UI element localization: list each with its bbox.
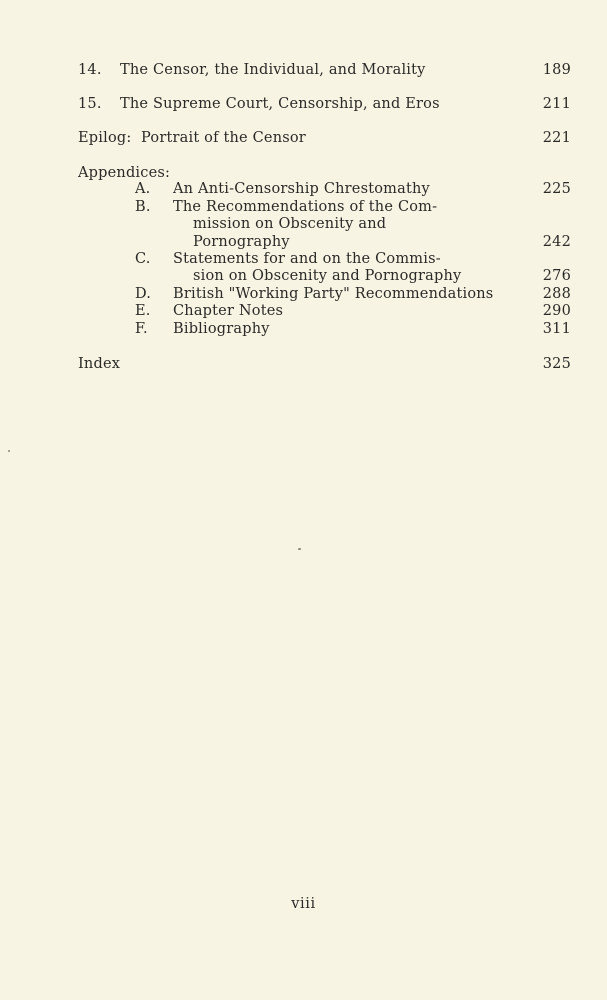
appendix-letter: C. bbox=[135, 251, 151, 267]
appendix-letter: F. bbox=[135, 321, 148, 337]
page-number: 225 bbox=[542, 181, 571, 197]
toc-entry-chapter-14 bbox=[78, 61, 571, 79]
page-number: 288 bbox=[542, 286, 571, 302]
appendix-title-line: The Recommendations of the Com- bbox=[173, 199, 438, 215]
page-number: 325 bbox=[542, 356, 571, 372]
appendix-title-line: Bibliography bbox=[173, 321, 270, 337]
appendix-entry-a bbox=[135, 181, 571, 198]
appendix-title bbox=[173, 303, 571, 320]
appendix-title-line: British "Working Party" Recommendations bbox=[173, 286, 494, 302]
chapter-title: The Censor, the Individual, and Morality bbox=[120, 62, 426, 78]
page-number: 221 bbox=[542, 130, 571, 146]
appendix-title-line: Statements for and on the Commis- bbox=[173, 251, 441, 267]
appendix-title bbox=[173, 286, 571, 303]
appendix-entry-c bbox=[135, 251, 571, 286]
page-number: 311 bbox=[542, 321, 571, 337]
epilog-title: Epilog: Portrait of the Censor bbox=[78, 130, 306, 146]
page-number: 211 bbox=[542, 96, 571, 112]
appendix-letter: E. bbox=[135, 303, 151, 319]
appendices-heading-text: Appendices: bbox=[78, 165, 171, 181]
appendix-entry-e bbox=[135, 303, 571, 320]
appendix-title bbox=[173, 251, 571, 286]
appendix-letter: D. bbox=[135, 286, 152, 302]
appendix-title-line: Pornography bbox=[193, 233, 290, 250]
index-title: Index bbox=[78, 356, 121, 372]
page-number: 276 bbox=[542, 268, 571, 285]
appendix-entry-d bbox=[135, 286, 571, 303]
appendix-title-line: sion on Obscenity and Pornography bbox=[193, 268, 462, 285]
appendix-entry-b bbox=[135, 199, 571, 251]
page-number: 189 bbox=[542, 62, 571, 78]
appendix-title bbox=[173, 199, 571, 251]
appendix-title bbox=[173, 321, 571, 338]
paper-speck bbox=[298, 548, 301, 550]
page-folio: viii bbox=[291, 896, 316, 912]
chapter-title: The Supreme Court, Censorship, and Eros bbox=[120, 96, 440, 112]
page-number: 242 bbox=[542, 233, 571, 250]
paper-speck bbox=[8, 450, 10, 452]
appendices-heading bbox=[78, 164, 571, 182]
appendix-title-line: Chapter Notes bbox=[173, 303, 284, 319]
chapter-number: 14. bbox=[78, 62, 102, 78]
appendix-title-line: An Anti-Censorship Chrestomathy bbox=[173, 181, 430, 197]
appendix-letter: A. bbox=[135, 181, 151, 197]
appendix-letter: B. bbox=[135, 199, 151, 215]
appendix-title bbox=[173, 181, 571, 198]
appendix-title-line: mission on Obscenity and bbox=[193, 216, 387, 233]
toc-entry-epilog bbox=[78, 129, 571, 147]
chapter-number: 15. bbox=[78, 96, 102, 112]
page-number: 290 bbox=[542, 303, 571, 319]
toc-entry-index bbox=[78, 355, 571, 373]
toc-entry-chapter-15 bbox=[78, 95, 571, 113]
appendix-entry-f bbox=[135, 321, 571, 338]
